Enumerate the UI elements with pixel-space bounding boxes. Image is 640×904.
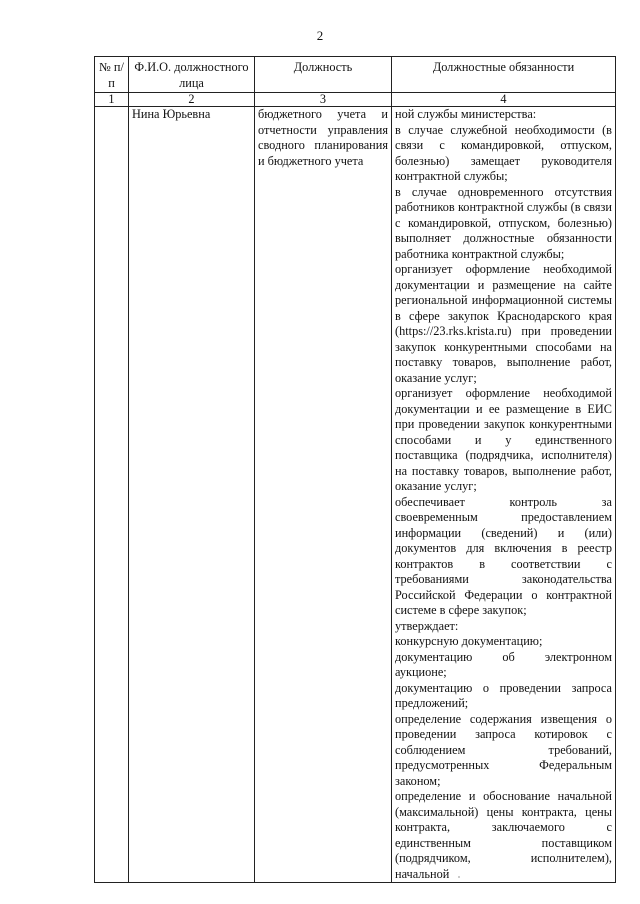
official-duties xyxy=(392,107,616,883)
column-number: 3 xyxy=(255,93,392,107)
scan-speck xyxy=(458,876,460,878)
header-name: Ф.И.О. должностного лица xyxy=(129,57,255,93)
duty-item: документацию об электронном аукционе; xyxy=(395,649,612,679)
duty-item: ной службы министерства: xyxy=(395,107,537,121)
column-number-row xyxy=(95,93,616,107)
header-position: Должность xyxy=(255,57,392,93)
column-number: 4 xyxy=(392,93,616,107)
duty-item: документацию о проведении запроса предложений; xyxy=(395,680,612,710)
official-name: Нина Юрьевна xyxy=(129,107,255,883)
table-row xyxy=(95,107,616,883)
duty-item: конкурсную документацию; xyxy=(395,634,543,648)
duty-item: определение содержания извещения о проведении запроса котировок с соблюдением требований, предусмотренных Федеральным законом; xyxy=(395,711,612,788)
duty-item: обеспечивает контроль за своевременным предоставлением информации (сведений) и (или) документов для включения в реестр контрактов в соответствии с требованиями законодательства Российской Федерации о контрактной системе в сфере закупок; xyxy=(395,494,612,617)
duty-item: организует оформление необходимой документации и ее размещение в ЕИС при проведении закупок конкурентными способами и у единственного поставщика (подрядчика, исполнителя) на поставку товаров, выполнение работ, оказание услуг; xyxy=(395,386,612,493)
column-number: 2 xyxy=(129,93,255,107)
column-number: 1 xyxy=(95,93,129,107)
duties-table xyxy=(94,56,616,883)
table-header-row xyxy=(95,57,616,93)
duty-item: утверждает: xyxy=(395,618,459,633)
page-number: 2 xyxy=(316,28,324,43)
row-index xyxy=(95,107,129,883)
header-duties: Должностные обязанности xyxy=(392,57,616,93)
duty-item: в случае служебной необходимости (в связи с командировкой, отпуском, болезнью) замещает руководителя контрактной службы; xyxy=(395,122,612,183)
official-position: бюджетного учета и отчетности управления сводного планирования и бюджетного учета xyxy=(255,107,392,883)
duty-item: определение и обоснование начальной (максимальной) цены контракта, цены контракта, заключаемого с единственным поставщиком (подрядчиком, исполнителем), начальной xyxy=(395,789,612,881)
duty-item: в случае одновременного отсутствия работников контрактной службы (в связи с командировкой, отпуском, болезнью) выполняет должностные обязанности работника контрактной службы; xyxy=(395,184,612,261)
header-index: № п/п xyxy=(95,57,129,93)
duty-item: организует оформление необходимой документации и размещение на сайте региональной информационной системы в сфере закупок Краснодарского края (https://23.rks.krista.ru) при проведении закупок конкурентными способами на поставку товаров, выполнение работ, оказание услуг; xyxy=(395,262,612,385)
